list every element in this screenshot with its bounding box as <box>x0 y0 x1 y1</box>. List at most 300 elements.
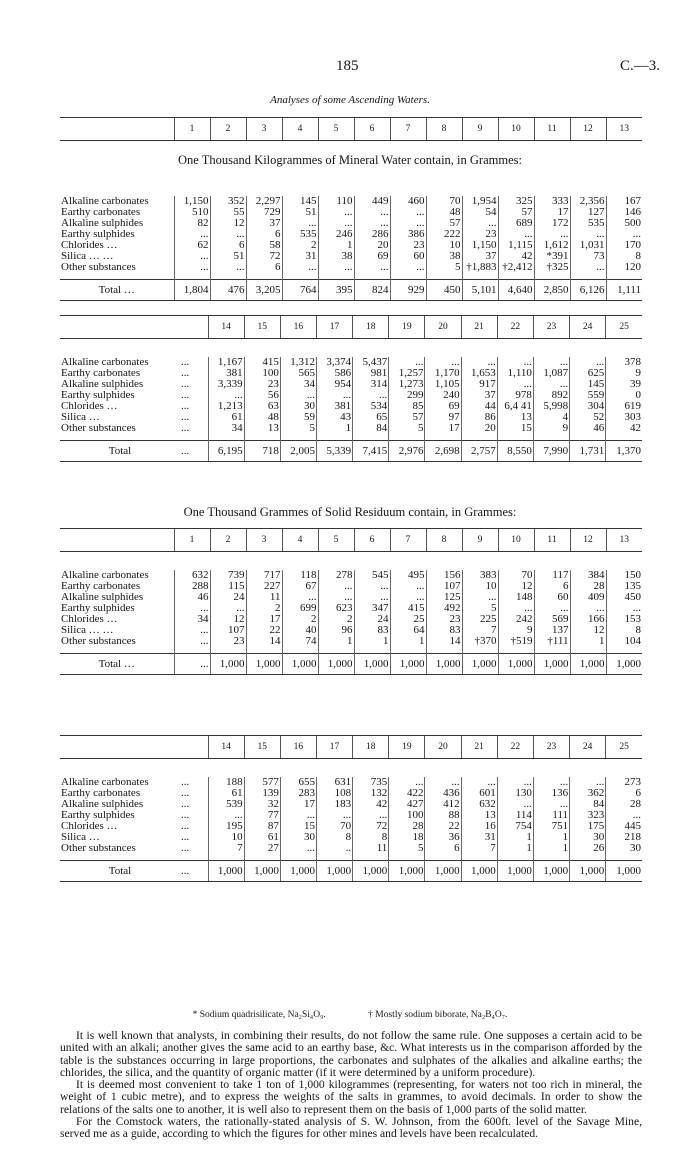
table-cell: 535 <box>570 218 606 229</box>
table-cell: 61 <box>208 788 244 799</box>
table-row <box>60 603 642 614</box>
table-cell: 545 <box>354 570 390 581</box>
table-cell: 1,954 <box>462 196 498 207</box>
table-cell: 14 <box>426 636 462 654</box>
table-row <box>60 625 642 636</box>
table-cell: 240 <box>425 390 461 401</box>
table-row <box>60 368 642 379</box>
total-cell: 1,000 <box>533 861 569 882</box>
table-cell: 18 <box>389 832 425 843</box>
column-header: 5 <box>318 118 354 141</box>
table-row <box>60 636 642 654</box>
table-cell: 460 <box>390 196 426 207</box>
total-cell: 1,000 <box>606 654 642 675</box>
table-cell: 981 <box>353 368 389 379</box>
table-cell: 17 <box>246 614 282 625</box>
total-cell: 1,000 <box>354 654 390 675</box>
table-cell: 104 <box>606 636 642 654</box>
total-cell: 1,000 <box>534 654 570 675</box>
table-cell: *391 <box>534 251 570 262</box>
column-header: 10 <box>498 118 534 141</box>
table-cell: 8 <box>606 625 642 636</box>
column-header: 16 <box>280 316 316 339</box>
table-row <box>60 229 642 240</box>
table-cell: 13 <box>497 412 533 423</box>
total-cell: 929 <box>390 280 426 301</box>
table-cell: 378 <box>606 357 642 368</box>
table-cell: 689 <box>498 218 534 229</box>
table-cell: 729 <box>246 207 282 218</box>
table-cell: 6 <box>246 229 282 240</box>
total-cell: 1,000 <box>316 861 352 882</box>
table-cell: 1,273 <box>389 379 425 390</box>
table-cell: 23 <box>462 229 498 240</box>
table-cell: ... <box>533 357 569 368</box>
row-leader-dots: ... <box>181 843 190 854</box>
table-cell: 510 <box>174 207 210 218</box>
table-cell: 1,170 <box>425 368 461 379</box>
table-cell: 11 <box>353 843 389 861</box>
table-cell: 28 <box>606 799 642 810</box>
table-cell: 273 <box>606 777 642 788</box>
table-cell: 48 <box>426 207 462 218</box>
row-label: Earthy sulphides <box>61 603 135 614</box>
table-cell: 1,312 <box>280 357 316 368</box>
table-cell: 559 <box>570 390 606 401</box>
table-cell: 188 <box>208 777 244 788</box>
table-cell: 100 <box>244 368 280 379</box>
table-cell: 74 <box>282 636 318 654</box>
row-label: Other substances <box>61 262 136 273</box>
table-cell: 1 <box>533 843 569 861</box>
table-cell: 5,437 <box>353 357 389 368</box>
header-spacer <box>180 316 208 339</box>
total-cell: 1,000 <box>570 654 606 675</box>
table-cell: 954 <box>316 379 352 390</box>
table-cell: 500 <box>606 218 642 229</box>
table-header-row <box>60 118 642 141</box>
table-cell: 3,374 <box>316 357 352 368</box>
table-cell: 5,998 <box>533 401 569 412</box>
total-cell: 6,195 <box>208 441 244 462</box>
table-cell: 97 <box>425 412 461 423</box>
table-cell: 5 <box>426 262 462 280</box>
row-label: Silica … … <box>61 251 114 262</box>
table-cell: 422 <box>389 788 425 799</box>
table-cell: 1 <box>318 240 354 251</box>
table-cell: †1,883 <box>462 262 498 280</box>
table-cell: 87 <box>244 821 280 832</box>
table-cell: 31 <box>282 251 318 262</box>
column-header: 11 <box>534 118 570 141</box>
table-cell: 325 <box>498 196 534 207</box>
table-cell: 42 <box>606 423 642 441</box>
table-cell: 8 <box>606 251 642 262</box>
table-cell: ... <box>497 799 533 810</box>
total-cell: 1,000 <box>389 861 425 882</box>
table-cell: 22 <box>425 821 461 832</box>
table-cell: 7 <box>461 843 497 861</box>
total-row <box>60 654 642 675</box>
table-cell: ... <box>570 229 606 240</box>
table-cell: 38 <box>318 251 354 262</box>
table-cell: 30 <box>280 832 316 843</box>
total-cell: 824 <box>354 280 390 301</box>
table-cell: 6 <box>425 843 461 861</box>
table-cell: 246 <box>318 229 354 240</box>
table-cell: 10 <box>462 581 498 592</box>
column-header: 13 <box>606 529 642 552</box>
table-cell: 1,150 <box>174 196 210 207</box>
table-cell: 13 <box>244 423 280 441</box>
table-cell: 12 <box>570 625 606 636</box>
table-cell: 12 <box>498 581 534 592</box>
table-cell: 51 <box>282 207 318 218</box>
table-cell: 107 <box>210 625 246 636</box>
column-header: 13 <box>606 118 642 141</box>
table-cell: 145 <box>282 196 318 207</box>
table-cell: 735 <box>353 777 389 788</box>
table-row <box>60 614 642 625</box>
table-cell: 36 <box>425 832 461 843</box>
row-label: Alkaline sulphides <box>61 799 144 810</box>
column-header: 2 <box>210 529 246 552</box>
table-cell: 288 <box>174 581 210 592</box>
table-cell: 1,087 <box>533 368 569 379</box>
table-cell: ... <box>533 799 569 810</box>
table-row <box>60 412 642 423</box>
table-cell: 59 <box>280 412 316 423</box>
spacer-row <box>60 141 642 197</box>
table-cell: ... <box>174 603 210 614</box>
table-cell: 3,339 <box>208 379 244 390</box>
table-cell: 1,150 <box>462 240 498 251</box>
total-cell: 1,000 <box>606 861 642 882</box>
total-cell: 6,126 <box>570 280 606 301</box>
table-cell: 7 <box>208 843 244 861</box>
total-cell: 1,000 <box>318 654 354 675</box>
column-header: 14 <box>208 316 244 339</box>
row-leader-dots: ... <box>180 441 208 462</box>
table-cell: 4 <box>533 412 569 423</box>
total-cell: 1,000 <box>461 861 497 882</box>
table-cell: 751 <box>533 821 569 832</box>
table-cell: 40 <box>282 625 318 636</box>
table-cell: ... <box>318 262 354 280</box>
table-cell: 362 <box>570 788 606 799</box>
table-cell: 44 <box>461 401 497 412</box>
column-header: 25 <box>606 736 642 759</box>
total-cell: 2,757 <box>461 441 497 462</box>
table-cell: 1,257 <box>389 368 425 379</box>
table-cell: 20 <box>461 423 497 441</box>
table-cell: 67 <box>282 581 318 592</box>
table-cell: 26 <box>570 843 606 861</box>
table-cell: ... <box>606 810 642 821</box>
table-cell: 754 <box>497 821 533 832</box>
table-cell: 450 <box>606 592 642 603</box>
table-cell: 32 <box>244 799 280 810</box>
table-cell: 2 <box>246 603 282 614</box>
table-cell: 10 <box>426 240 462 251</box>
total-cell: 2,005 <box>280 441 316 462</box>
column-header: 7 <box>390 118 426 141</box>
table-cell: ... <box>210 603 246 614</box>
table-cell: ... <box>280 810 316 821</box>
table-cell: 12 <box>210 218 246 229</box>
row-leader-dots: ... <box>181 368 190 379</box>
row-label: Alkaline carbonates <box>61 777 149 788</box>
table-cell: 56 <box>244 390 280 401</box>
table-cell: 127 <box>570 207 606 218</box>
table-caption: Analyses of some Ascending Waters. <box>270 94 430 106</box>
mineral-water-table-cols-1-13 <box>60 117 642 301</box>
row-label: Earthy sulphides <box>61 390 135 401</box>
table-cell: 70 <box>316 821 352 832</box>
table-cell: 82 <box>174 218 210 229</box>
table-cell: 51 <box>210 251 246 262</box>
row-leader-dots: ... <box>181 799 190 810</box>
table-cell: 1,653 <box>461 368 497 379</box>
section-title-mineral-water: One Thousand Kilogrammes of Mineral Water contain, in Grammes: <box>178 153 522 167</box>
table-cell: 632 <box>174 570 210 581</box>
table-cell: 6 <box>606 788 642 799</box>
column-header: 12 <box>570 118 606 141</box>
table-cell: 46 <box>174 592 210 603</box>
table-cell: 62 <box>174 240 210 251</box>
table-cell: 15 <box>497 423 533 441</box>
table-cell: 323 <box>570 810 606 821</box>
row-label: Earthy carbonates <box>61 788 141 799</box>
table-row <box>60 832 642 843</box>
table-cell: ... <box>389 777 425 788</box>
table-cell: 30 <box>570 832 606 843</box>
table-cell: 17 <box>534 207 570 218</box>
table-cell: 72 <box>246 251 282 262</box>
paragraph: It is deemed most convenient to take 1 ton of 1,000 kilogrammes (representing, for waters not too rich in mineral, the weight of 1 cubic metre), and to express the weights of the salts in grammes, to avoid decimals. In order to show the relations of the salts one to another, it is well also to represent them on the basis of 1,000 parts of the solid matter. <box>60 1078 642 1116</box>
table-cell: 83 <box>354 625 390 636</box>
row-label: Silica … <box>61 412 100 423</box>
total-label: Total … <box>60 280 174 301</box>
table-cell: ... <box>534 229 570 240</box>
table-cell: 23 <box>390 240 426 251</box>
table-cell: 347 <box>354 603 390 614</box>
row-leader-dots: ... <box>181 777 190 788</box>
table-cell: ... <box>570 357 606 368</box>
table-cell: 57 <box>426 218 462 229</box>
table-cell: 195 <box>208 821 244 832</box>
column-header: 24 <box>570 736 606 759</box>
table-row <box>60 196 642 207</box>
table-cell: 1 <box>316 423 352 441</box>
table-cell: ... <box>174 251 210 262</box>
total-cell: ... <box>174 654 210 675</box>
table-row <box>60 423 642 441</box>
table-cell: 31 <box>461 832 497 843</box>
spacer-row <box>60 759 642 778</box>
table-cell: ... <box>210 229 246 240</box>
table-cell: ... <box>316 810 352 821</box>
table-cell: 115 <box>210 581 246 592</box>
total-cell: 1,000 <box>498 654 534 675</box>
table-cell: 1,612 <box>534 240 570 251</box>
table-cell: 23 <box>426 614 462 625</box>
table-cell: 132 <box>353 788 389 799</box>
table-cell: ... <box>318 218 354 229</box>
table-cell: 283 <box>280 788 316 799</box>
table-cell: 415 <box>390 603 426 614</box>
row-label: Earthy carbonates <box>61 368 141 379</box>
table-cell: 632 <box>461 799 497 810</box>
table-cell: 352 <box>210 196 246 207</box>
table-cell: 24 <box>354 614 390 625</box>
total-cell: 1,000 <box>282 654 318 675</box>
table-row <box>60 821 642 832</box>
total-cell: 476 <box>210 280 246 301</box>
column-header: 17 <box>316 736 352 759</box>
table-cell: 717 <box>246 570 282 581</box>
total-cell: 8,550 <box>497 441 533 462</box>
table-row <box>60 570 642 581</box>
table-cell: ... <box>461 777 497 788</box>
table-cell: 577 <box>244 777 280 788</box>
table-cell: 150 <box>606 570 642 581</box>
table-cell: 218 <box>606 832 642 843</box>
table-cell: ... <box>497 357 533 368</box>
row-label: Other substances <box>61 636 136 647</box>
table-cell: ... <box>390 581 426 592</box>
table-cell: 27 <box>244 843 280 861</box>
column-header: 19 <box>389 736 425 759</box>
table-cell: 386 <box>390 229 426 240</box>
table-cell: ... <box>282 218 318 229</box>
table-cell: 72 <box>353 821 389 832</box>
total-cell: 2,850 <box>534 280 570 301</box>
table-cell: ... <box>318 592 354 603</box>
table-cell: 225 <box>462 614 498 625</box>
table-cell: ... <box>390 262 426 280</box>
table-cell: 2 <box>282 614 318 625</box>
header-spacer <box>60 316 180 339</box>
row-label: Alkaline sulphides <box>61 592 144 603</box>
table-cell: ... <box>425 357 461 368</box>
total-cell: 1,000 <box>390 654 426 675</box>
row-leader-dots: ... <box>181 832 190 843</box>
table-cell: 381 <box>316 401 352 412</box>
table-cell: 303 <box>606 412 642 423</box>
table-cell: 383 <box>462 570 498 581</box>
total-row <box>60 861 642 882</box>
column-header: 11 <box>534 529 570 552</box>
table-row <box>60 843 642 861</box>
total-label: Total <box>60 441 180 462</box>
table-cell: 70 <box>498 570 534 581</box>
column-header: 21 <box>461 736 497 759</box>
row-leader-dots: ... <box>180 861 208 882</box>
row-leader-dots: ... <box>181 423 190 434</box>
table-cell: ... <box>282 592 318 603</box>
table-cell: 415 <box>244 357 280 368</box>
column-header: 10 <box>498 529 534 552</box>
header-spacer <box>60 118 174 141</box>
spacer-row <box>60 339 642 358</box>
spacer <box>60 759 642 778</box>
table-cell: 60 <box>390 251 426 262</box>
column-header: 23 <box>533 736 569 759</box>
table-cell: 15 <box>280 821 316 832</box>
row-leader-dots: ... <box>181 412 190 423</box>
table-cell: 6,4 41 <box>497 401 533 412</box>
table-row <box>60 379 642 390</box>
table-row <box>60 207 642 218</box>
table-row <box>60 218 642 229</box>
column-header: 6 <box>354 529 390 552</box>
table-cell: 17 <box>425 423 461 441</box>
table-cell: 48 <box>244 412 280 423</box>
table-cell: 6 <box>534 581 570 592</box>
table-cell: 183 <box>316 799 352 810</box>
table-cell: ... <box>570 262 606 280</box>
table-cell: 83 <box>426 625 462 636</box>
column-header: 9 <box>462 529 498 552</box>
table-cell: 619 <box>606 401 642 412</box>
column-header: 23 <box>533 316 569 339</box>
table-cell: 167 <box>606 196 642 207</box>
table-cell: 535 <box>282 229 318 240</box>
table-cell: ... <box>498 229 534 240</box>
table-cell: 495 <box>390 570 426 581</box>
table-cell: 9 <box>533 423 569 441</box>
table-cell: 58 <box>246 240 282 251</box>
column-header: 21 <box>461 316 497 339</box>
total-cell: 718 <box>244 441 280 462</box>
table-cell: 569 <box>534 614 570 625</box>
table-header-row <box>60 736 642 759</box>
total-cell: 1,000 <box>244 861 280 882</box>
column-header: 4 <box>282 118 318 141</box>
table-cell: 38 <box>426 251 462 262</box>
column-header: 12 <box>570 529 606 552</box>
table-cell: 6 <box>246 262 282 280</box>
table-cell: 623 <box>318 603 354 614</box>
row-label: Chlorides … <box>61 401 118 412</box>
table-cell: ... <box>318 207 354 218</box>
total-cell: 3,205 <box>246 280 282 301</box>
table-cell: 145 <box>570 379 606 390</box>
total-cell: 5,101 <box>462 280 498 301</box>
table-cell: 23 <box>210 636 246 654</box>
column-header: 20 <box>425 316 461 339</box>
table-cell: 0 <box>606 390 642 401</box>
table-cell: †325 <box>534 262 570 280</box>
table-cell: 57 <box>389 412 425 423</box>
table-cell: 12 <box>210 614 246 625</box>
column-header: 6 <box>354 118 390 141</box>
table-cell: 1 <box>497 832 533 843</box>
table-cell: 130 <box>497 788 533 799</box>
table-cell: 166 <box>570 614 606 625</box>
paragraph: It is well known that analysts, in combining their results, do not follow the same rule. One supposes a certain acid to be united with an alkali; another gives the same acid to an earthy base, &c. What interests us in the comparison afforded by the table is the substances occurring in large proportions, the carbonates and sulphates of the alkalies and alkaline earths; the chlorides, the silica, and the quantity of organic matter (if it were determined by a uniform procedure). <box>60 1029 642 1079</box>
table-cell: 14 <box>246 636 282 654</box>
table-cell: †370 <box>462 636 498 654</box>
table-cell: ... <box>462 592 498 603</box>
table-cell: 65 <box>353 412 389 423</box>
total-cell: 1,000 <box>210 654 246 675</box>
spacer <box>60 141 642 197</box>
table-cell: 73 <box>570 251 606 262</box>
total-cell: 764 <box>282 280 318 301</box>
table-cell: ... <box>353 810 389 821</box>
